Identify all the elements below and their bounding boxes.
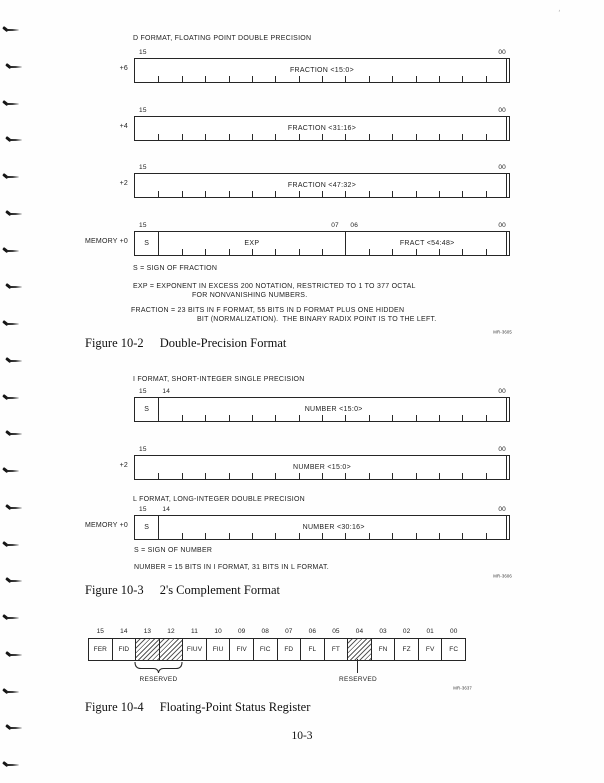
- bit-tick: [158, 191, 159, 197]
- status-bit-label: FIC: [259, 646, 271, 653]
- binding-mark: [4, 247, 21, 254]
- binding-mark: [4, 100, 21, 107]
- bit-number-high: 15: [139, 506, 147, 513]
- bit-tick: [275, 76, 276, 82]
- bit-tick: [345, 533, 346, 539]
- status-bit-number: 04: [355, 628, 364, 635]
- bit-tick: [322, 415, 323, 421]
- bit-tick: [439, 473, 440, 479]
- fig3-note-number: NUMBER = 15 BITS IN I FORMAT, 31 BITS IN L FORMAT.: [134, 564, 329, 571]
- bit-tick: [299, 249, 300, 255]
- status-bit-cell-10: [207, 628, 231, 660]
- fig4-caption-title: Floating-Point Status Register: [159, 700, 311, 714]
- status-bit-label: FIU: [212, 646, 224, 653]
- bit-tick: [486, 473, 487, 479]
- bit-tick: [392, 533, 393, 539]
- fig4-reserved-label-right: RESERVED: [338, 676, 378, 683]
- binding-mark: [7, 651, 24, 658]
- status-bit-number: 01: [426, 628, 434, 635]
- binding-mark: [7, 430, 24, 437]
- status-bit-label: FD: [284, 646, 294, 653]
- fig2-row1-offset-label: +6: [119, 65, 128, 72]
- status-bit-number: 13: [143, 628, 152, 635]
- status-bit-number: 02: [402, 628, 411, 635]
- status-bit-label: FID: [118, 646, 130, 653]
- bit-tick: [182, 191, 183, 197]
- bit-tick: [486, 415, 487, 421]
- bit-tick: [205, 134, 206, 140]
- bit-tick: [229, 76, 230, 82]
- bit-tick: [158, 533, 159, 539]
- fig2-note-fraction-line1: FRACTION = 23 BITS IN F FORMAT, 55 BITS IN D FORMAT PLUS ONE HIDDEN: [131, 307, 405, 314]
- bit-tick: [439, 249, 440, 255]
- bit-tick: [392, 249, 393, 255]
- field-label-sign: S: [144, 524, 150, 531]
- bit-tick: [205, 415, 206, 421]
- bit-tick: [205, 473, 206, 479]
- bit-tick: [158, 249, 159, 255]
- status-bit-cell-13: [136, 628, 160, 660]
- reserved-brace: [134, 661, 183, 674]
- status-bit-cell-05: [325, 628, 349, 660]
- binding-mark: [7, 136, 24, 143]
- bit-tick: [252, 415, 253, 421]
- status-bit-number: 06: [308, 628, 317, 635]
- bit-tick: [345, 415, 346, 421]
- status-bit-number: 07: [285, 628, 293, 635]
- bit-tick: [369, 533, 370, 539]
- bit-tick: [229, 533, 230, 539]
- binding-mark: [4, 26, 21, 33]
- bit-tick: [158, 134, 159, 140]
- status-bit-cell-14: [113, 628, 137, 660]
- bit-tick: [439, 533, 440, 539]
- binding-mark: [7, 357, 24, 364]
- field-label-number: NUMBER <30:16>: [302, 524, 365, 531]
- bit-tick: [322, 473, 323, 479]
- fig2-note-exp-line1: EXP = EXPONENT IN EXCESS 200 NOTATION, RESTRICTED TO 1 TO 377 OCTAL: [133, 283, 416, 290]
- fig3-row3-offset-label: MEMORY +0: [85, 522, 128, 529]
- fig2-row2-register-box: [134, 107, 510, 141]
- fig3-caption: [85, 583, 280, 598]
- bit-tick: [462, 76, 463, 82]
- status-bit-label: FZ: [402, 646, 411, 653]
- bit-tick: [158, 415, 159, 421]
- bit-tick: [345, 76, 346, 82]
- fig3-note-sign: S = SIGN OF NUMBER: [134, 547, 213, 554]
- bit-tick: [322, 134, 323, 140]
- field-label-number: NUMBER <15:0>: [293, 464, 351, 471]
- field-label-number: NUMBER <15:0>: [304, 406, 363, 413]
- bit-tick: [299, 76, 300, 82]
- fig3-mr-number: MR-3606: [493, 574, 512, 580]
- bit-number-low: 00: [498, 506, 506, 513]
- bit-tick: [182, 415, 183, 421]
- bit-tick: [229, 191, 230, 197]
- status-bit-cell-01: [419, 628, 443, 660]
- bit-tick: [416, 191, 417, 197]
- field-label-fraction: FRACTION <47:32>: [287, 182, 357, 189]
- bit-number-14: 14: [162, 506, 171, 513]
- bit-number-14: 14: [162, 388, 171, 395]
- status-bit-number: 08: [261, 628, 269, 635]
- bit-tick: [322, 249, 323, 255]
- fig3-i-format-title: I FORMAT, SHORT-INTEGER SINGLE PRECISION: [133, 376, 305, 383]
- bit-number-low: 00: [498, 49, 506, 56]
- bit-tick: [416, 134, 417, 140]
- status-bit-number: 12: [167, 628, 175, 635]
- fig2-caption-number: Figure 10-2: [85, 336, 144, 350]
- bit-tick: [322, 191, 323, 197]
- bit-tick: [486, 76, 487, 82]
- bit-number-high: 15: [139, 164, 147, 171]
- status-bit-number: 00: [450, 628, 458, 635]
- status-bit-cell-02: [395, 628, 419, 660]
- binding-mark: [4, 320, 21, 327]
- bit-tick: [369, 191, 370, 197]
- bit-tick: [182, 249, 183, 255]
- status-bit-label: FN: [378, 646, 388, 653]
- field-label-fraction: FRACTION <31:16>: [287, 125, 357, 132]
- status-bit-number: 10: [214, 628, 222, 635]
- bit-number-high: 15: [139, 446, 147, 453]
- bit-tick: [369, 76, 370, 82]
- bit-tick: [275, 415, 276, 421]
- bit-tick: [205, 191, 206, 197]
- bit-tick: [275, 533, 276, 539]
- bit-tick: [369, 473, 370, 479]
- bit-tick: [462, 473, 463, 479]
- binding-mark: [4, 761, 21, 768]
- bit-tick: [345, 473, 346, 479]
- bit-tick: [439, 76, 440, 82]
- bit-tick: [299, 473, 300, 479]
- status-bit-label: FT: [331, 646, 340, 653]
- scan-artifact: ': [556, 7, 561, 19]
- fig2-mr-number: MR-3605: [493, 330, 512, 336]
- bit-tick: [416, 249, 417, 255]
- field-label-exponent: EXP: [244, 240, 260, 247]
- bit-tick: [462, 249, 463, 255]
- bit-tick: [252, 76, 253, 82]
- bit-tick: [392, 134, 393, 140]
- fig2-note-sign: S = SIGN OF FRACTION: [133, 265, 218, 272]
- status-bit-number: 05: [332, 628, 340, 635]
- bit-tick: [205, 76, 206, 82]
- fig3-row2-offset-label: +2: [119, 462, 128, 469]
- status-bit-label: FIUV: [186, 646, 203, 653]
- bit-number-06: 06: [350, 222, 359, 229]
- field-label-sign: S: [144, 240, 150, 247]
- fig2-caption: [85, 336, 286, 351]
- fig3-l-format-title: L FORMAT, LONG-INTEGER DOUBLE PRECISION: [133, 496, 305, 503]
- bit-number-low: 00: [498, 222, 506, 229]
- status-bit-cell-15: [89, 628, 113, 660]
- bit-tick: [252, 134, 253, 140]
- bit-tick: [486, 249, 487, 255]
- fig2-caption-title: Double-Precision Format: [159, 336, 287, 350]
- bit-tick: [369, 249, 370, 255]
- status-bit-number: 09: [237, 628, 246, 635]
- fig2-row3-register-box: [134, 164, 510, 198]
- bit-tick: [322, 533, 323, 539]
- status-bit-cell-07: [278, 628, 302, 660]
- fig3-caption-number: Figure 10-3: [85, 583, 144, 597]
- bit-tick: [462, 134, 463, 140]
- status-bit-number: 11: [191, 628, 198, 635]
- bit-tick: [392, 76, 393, 82]
- fig4-mr-number: MR-3637: [453, 686, 472, 692]
- status-bit-cell-06: [301, 628, 325, 660]
- bit-tick: [252, 249, 253, 255]
- bit-number-high: 15: [139, 388, 147, 395]
- binding-mark: [4, 394, 21, 401]
- bit-tick: [462, 415, 463, 421]
- fig3-caption-title: 2's Complement Format: [159, 583, 280, 597]
- bit-number-low: 00: [498, 388, 506, 395]
- fig4-reserved-label-left: RESERVED: [139, 676, 178, 683]
- binding-mark: [7, 283, 24, 290]
- status-bit-number: 14: [120, 628, 128, 635]
- binding-mark: [7, 724, 24, 731]
- bit-tick: [275, 134, 276, 140]
- bit-tick: [439, 134, 440, 140]
- bit-tick: [205, 249, 206, 255]
- bit-tick: [182, 134, 183, 140]
- status-bit-label: FL: [308, 646, 317, 653]
- bit-tick: [416, 533, 417, 539]
- bit-tick: [345, 249, 346, 255]
- bit-tick: [182, 76, 183, 82]
- bit-number-07: 07: [331, 222, 339, 229]
- fig4-status-register-box: [88, 628, 466, 661]
- binding-mark: [4, 614, 21, 621]
- bit-tick: [462, 533, 463, 539]
- status-bit-cell-00: [442, 628, 465, 660]
- bit-tick: [439, 191, 440, 197]
- status-bit-number: 03: [379, 628, 387, 635]
- field-label-fraction: FRACTION <15:0>: [289, 67, 355, 74]
- bit-tick: [275, 191, 276, 197]
- bit-tick: [229, 134, 230, 140]
- bit-number-high: 15: [139, 107, 147, 114]
- bit-tick: [416, 76, 417, 82]
- field-label-fract: FRACT <54:48>: [399, 240, 455, 247]
- binding-mark: [4, 467, 21, 474]
- binding-mark: [4, 173, 21, 180]
- status-bit-label: FIV: [236, 646, 247, 653]
- fig2-note-exp-line2: FOR NONVANISHING NUMBERS.: [192, 292, 308, 299]
- bit-number-low: 00: [498, 164, 506, 171]
- fig3-row1-register-box: [134, 388, 510, 422]
- fig2-note-fraction-line2: BIT (NORMALIZATION). THE BINARY RADIX POINT IS TO THE LEFT.: [197, 316, 437, 323]
- status-bit-label: FC: [449, 646, 459, 653]
- status-bit-cell-11: [183, 628, 207, 660]
- fig2-diagram-title: D FORMAT, FLOATING POINT DOUBLE PRECISION: [133, 35, 312, 42]
- bit-tick: [369, 134, 370, 140]
- fig4-caption-number: Figure 10-4: [85, 700, 144, 714]
- bit-tick: [416, 473, 417, 479]
- bit-tick: [205, 533, 206, 539]
- bit-number-low: 00: [498, 107, 506, 114]
- fig2-row1-register-box: [134, 49, 510, 83]
- status-bit-cell-09: [230, 628, 254, 660]
- bit-tick: [182, 533, 183, 539]
- fig2-row4-offset-label: MEMORY +0: [85, 238, 128, 245]
- fig2-row3-offset-label: +2: [119, 180, 128, 187]
- fig3-row3-register-box: [134, 506, 510, 540]
- fig4-caption: [85, 700, 310, 715]
- bit-tick: [182, 473, 183, 479]
- binding-mark: [7, 577, 24, 584]
- bit-tick: [486, 191, 487, 197]
- bit-tick: [299, 134, 300, 140]
- fig2-row4-register-box: [134, 222, 510, 256]
- bit-tick: [275, 473, 276, 479]
- status-bit-cell-08: [254, 628, 278, 660]
- page-number: 10-3: [291, 730, 313, 742]
- field-label-sign: S: [144, 406, 150, 413]
- bit-tick: [486, 533, 487, 539]
- bit-tick: [299, 533, 300, 539]
- bit-tick: [275, 249, 276, 255]
- bit-tick: [252, 533, 253, 539]
- binding-mark: [7, 210, 24, 217]
- status-bit-label: FV: [425, 646, 435, 653]
- binding-mark: [4, 541, 21, 548]
- bit-tick: [322, 76, 323, 82]
- bit-number-high: 15: [139, 222, 147, 229]
- fig3-row2-register-box: [134, 446, 510, 480]
- status-bit-cell-04: [348, 628, 372, 660]
- binding-mark: [7, 63, 24, 70]
- bit-tick: [345, 134, 346, 140]
- binding-mark: [4, 688, 21, 695]
- bit-number-high: 15: [139, 49, 147, 56]
- bit-tick: [486, 134, 487, 140]
- bit-tick: [462, 191, 463, 197]
- bit-tick: [439, 415, 440, 421]
- bit-tick: [299, 191, 300, 197]
- bit-tick: [392, 473, 393, 479]
- bit-tick: [392, 191, 393, 197]
- bit-tick: [299, 415, 300, 421]
- fig2-row2-offset-label: +4: [119, 123, 128, 130]
- status-bit-label: FER: [93, 646, 107, 653]
- bit-tick: [229, 473, 230, 479]
- status-bit-cell-12: [160, 628, 184, 660]
- bit-tick: [158, 76, 159, 82]
- bit-tick: [252, 191, 253, 197]
- bit-tick: [252, 473, 253, 479]
- status-bit-cell-03: [372, 628, 396, 660]
- bit-tick: [416, 415, 417, 421]
- bit-number-low: 00: [498, 446, 506, 453]
- bit-tick: [392, 415, 393, 421]
- bit-tick: [158, 473, 159, 479]
- bit-tick: [229, 249, 230, 255]
- bit-tick: [229, 415, 230, 421]
- bit-tick: [369, 415, 370, 421]
- binding-mark: [7, 504, 24, 511]
- bit-tick: [345, 191, 346, 197]
- status-bit-number: 15: [96, 628, 104, 635]
- reserved-pointer-line: [357, 659, 358, 673]
